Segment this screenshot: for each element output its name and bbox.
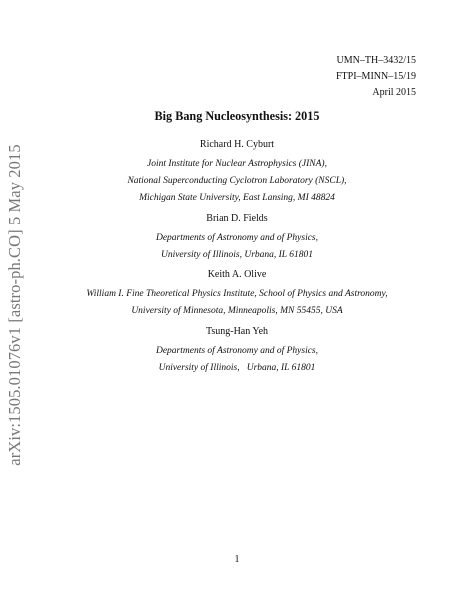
affiliation-line: University of Illinois, Urbana, IL 61801 (158, 363, 316, 373)
author-name: Tsung-Han Yeh (205, 326, 269, 337)
author-block-fields (0, 212, 474, 264)
author-block-cyburt (0, 138, 474, 207)
affiliation-line: Departments of Astronomy and of Physics, (155, 346, 318, 356)
author-block-yeh (0, 325, 474, 377)
arxiv-identifier: arXiv:1505.01076v1 [astro-ph.CO] 5 May 2015 (5, 144, 24, 466)
affiliation-line: University of Minnesota, Minneapolis, MN 55455, USA (131, 306, 343, 316)
affiliation-line: William I. Fine Theoretical Physics Institute, School of Physics and Astronomy, (86, 289, 388, 299)
report-number-ftpi: FTPI–MINN–15/19 (335, 71, 416, 82)
author-name: Keith A. Olive (207, 269, 267, 280)
report-number-umn: UMN–TH–3432/15 (336, 55, 416, 66)
author-name: Richard H. Cyburt (199, 139, 275, 150)
affiliation-line: Departments of Astronomy and of Physics, (155, 233, 318, 243)
affiliation-line: University of Illinois, Urbana, IL 61801 (160, 250, 314, 260)
paper-title: Big Bang Nucleosynthesis: 2015 (154, 109, 320, 123)
author-name: Brian D. Fields (206, 213, 268, 224)
author-block-olive (0, 268, 474, 320)
report-date: April 2015 (372, 87, 416, 98)
page-number: 1 (234, 554, 240, 565)
affiliation-line: Michigan State University, East Lansing, MI 48824 (139, 193, 335, 203)
affiliation-line: National Superconducting Cyclotron Laboratory (NSCL), (127, 176, 347, 186)
affiliation-line: Joint Institute for Nuclear Astrophysics (JINA), (147, 159, 327, 169)
report-numbers (336, 53, 416, 101)
